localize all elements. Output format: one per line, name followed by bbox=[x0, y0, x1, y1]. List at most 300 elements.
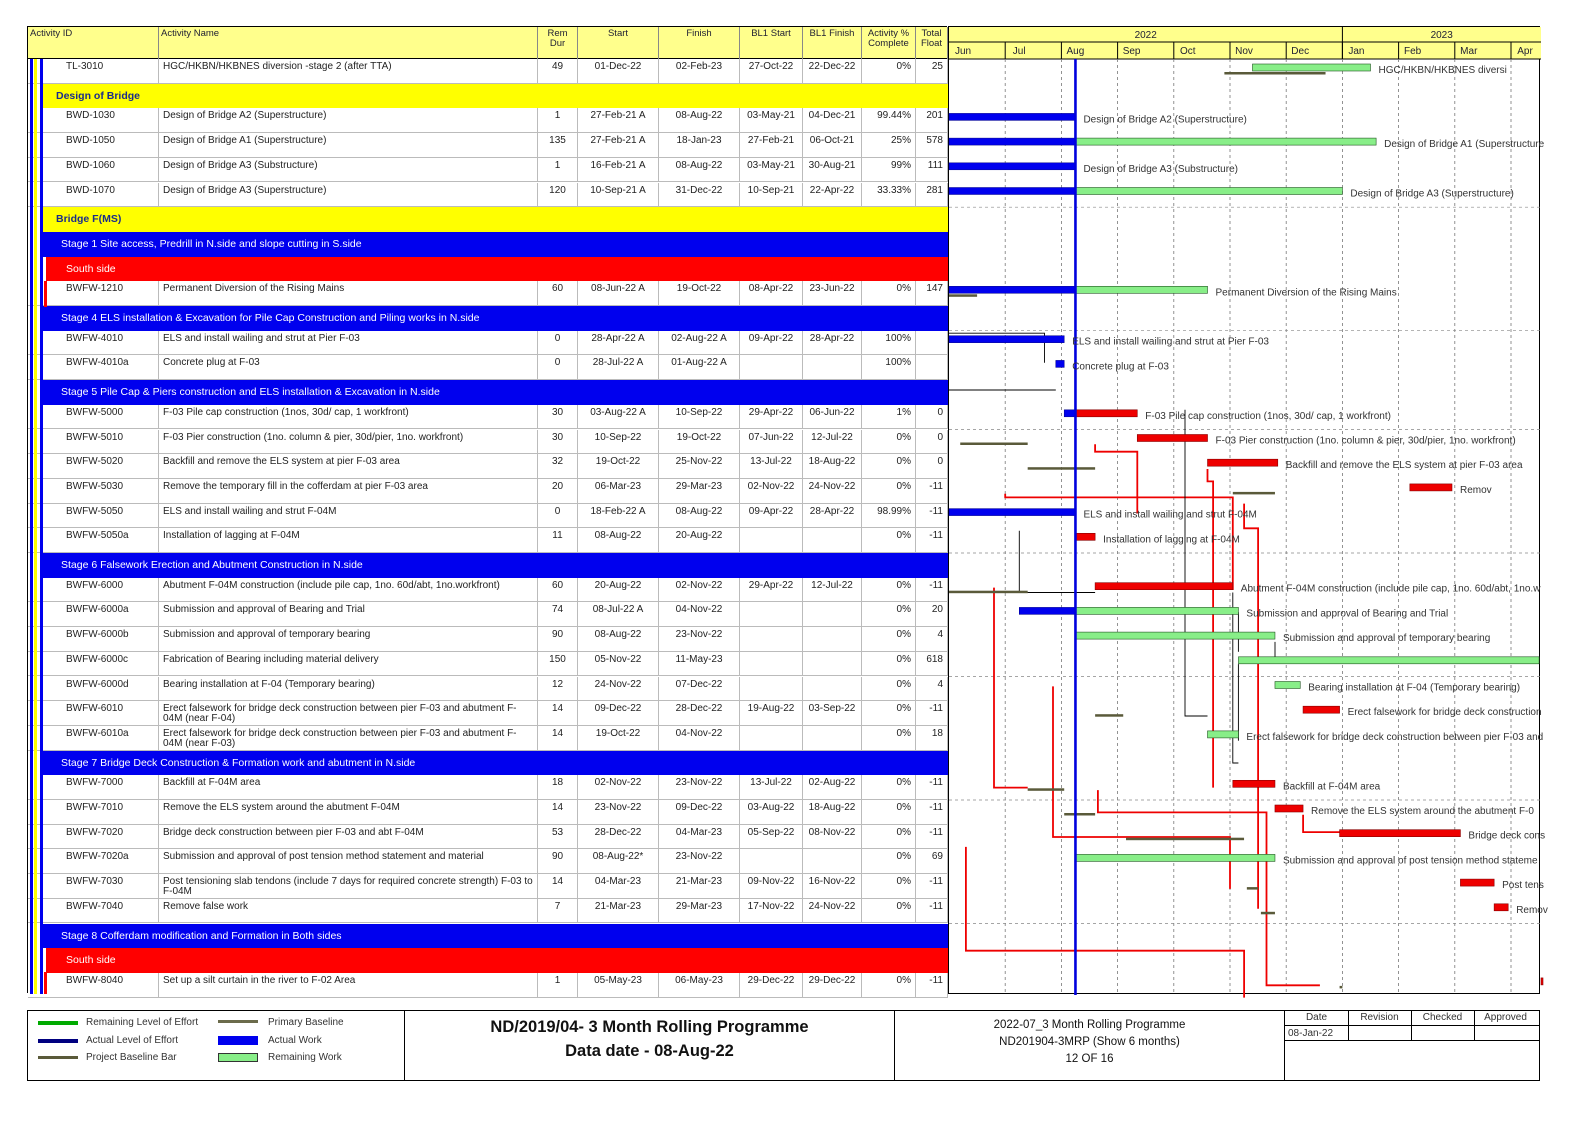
cell-name: Post tensioning slab tendons (include 7 days for required concrete strength) F-03 to F-04M bbox=[159, 874, 538, 898]
cell-finish: 19-Oct-22 bbox=[659, 281, 740, 305]
cell-name: Set up a silt curtain in the river to F-02 Area bbox=[159, 973, 538, 997]
month-label: Jun bbox=[954, 46, 972, 57]
cell-pct: 0% bbox=[862, 454, 916, 478]
programme-name: 2022-07_3 Month Rolling Programme bbox=[993, 1019, 1186, 1031]
col-pct-complete[interactable]: Activity % Complete bbox=[862, 27, 916, 59]
table-row[interactable] bbox=[28, 528, 948, 553]
cell-finish: 04-Mar-23 bbox=[659, 825, 740, 849]
cell-name: Submission and approval of temporary bearing bbox=[159, 627, 538, 651]
table-row[interactable] bbox=[28, 701, 948, 726]
bar-label: Backfill and remove the ELS system at pier F-03 area bbox=[1285, 460, 1523, 472]
cell-id: BWFW-7020 bbox=[28, 825, 159, 849]
cell-bl-finish: 28-Apr-22 bbox=[803, 504, 862, 528]
cell-rem: 30 bbox=[538, 405, 578, 429]
cell-id: BWFW-6010 bbox=[28, 701, 159, 725]
cell-bl-finish: 02-Aug-22 bbox=[803, 775, 862, 799]
cell-bl-start: 27-Feb-21 bbox=[740, 133, 803, 157]
cell-pct: 99.44% bbox=[862, 108, 916, 132]
cell-pct: 0% bbox=[862, 973, 916, 997]
cell-tf: -11 bbox=[916, 800, 948, 824]
cell-name: F-03 Pile cap construction (1nos, 30d/ cap, 1 workfront) bbox=[159, 405, 538, 429]
cell-bl-start bbox=[740, 849, 803, 873]
col-bl1-start[interactable]: BL1 Start bbox=[740, 27, 803, 59]
table-row[interactable] bbox=[28, 454, 948, 479]
layout-name: ND201904-3MRP (Show 6 months) bbox=[999, 1036, 1180, 1048]
cell-start: 16-Feb-21 A bbox=[578, 158, 659, 182]
cell-id: BWFW-7030 bbox=[28, 874, 159, 898]
bar-label: Bearing installation at F-04 (Temporary bearing) bbox=[1308, 682, 1521, 694]
table-row[interactable] bbox=[28, 430, 948, 455]
month-label: Nov bbox=[1235, 46, 1253, 57]
cell-pct: 0% bbox=[862, 578, 916, 602]
actual-work-bar bbox=[949, 286, 1075, 293]
title-block bbox=[405, 1011, 895, 1080]
cell-pct: 100% bbox=[862, 331, 916, 355]
cell-pct: 0% bbox=[862, 430, 916, 454]
cell-start: 27-Feb-21 A bbox=[578, 133, 659, 157]
table-row[interactable] bbox=[28, 849, 948, 874]
cell-bl-finish bbox=[803, 726, 862, 750]
cell-id: BWFW-6000d bbox=[28, 677, 159, 701]
data-date: Data date - 08-Aug-22 bbox=[565, 1042, 734, 1060]
remaining-work-bar bbox=[1275, 805, 1303, 812]
cell-finish: 02-Nov-22 bbox=[659, 578, 740, 602]
cell-rem: 49 bbox=[538, 59, 578, 83]
cell-finish: 11-May-23 bbox=[659, 652, 740, 676]
programme-title: ND/2019/04- 3 Month Rolling Programme bbox=[490, 1018, 809, 1036]
remaining-work-bar bbox=[1303, 706, 1340, 713]
cell-name: Design of Bridge A3 (Superstructure) bbox=[159, 183, 538, 207]
cell-tf: 201 bbox=[916, 108, 948, 132]
cell-tf: -11 bbox=[916, 479, 948, 503]
cell-finish: 28-Dec-22 bbox=[659, 701, 740, 725]
group-header[interactable]: Stage 1 Site access, Predrill in N.side and slope cutting in S.side bbox=[43, 232, 948, 257]
actual-work-bar bbox=[949, 188, 1075, 195]
cell-tf: -11 bbox=[916, 701, 948, 725]
group-header[interactable]: Bridge F(MS) bbox=[40, 207, 948, 232]
cell-pct: 0% bbox=[862, 281, 916, 305]
remaining-work-bar bbox=[1460, 879, 1494, 886]
wbs-stripe bbox=[40, 59, 43, 994]
baseline-bar bbox=[1233, 492, 1275, 495]
actual-work-bar bbox=[1019, 607, 1075, 614]
rev-header-date: Date bbox=[1305, 1012, 1328, 1023]
cell-tf: 281 bbox=[916, 183, 948, 207]
cell-name: Installation of lagging at F-04M bbox=[159, 528, 538, 552]
cell-tf: -11 bbox=[916, 528, 948, 552]
cell-bl-start: 05-Sep-22 bbox=[740, 825, 803, 849]
cell-pct: 1% bbox=[862, 405, 916, 429]
col-rem-dur[interactable]: Rem Dur bbox=[538, 27, 578, 59]
cell-pct: 0% bbox=[862, 874, 916, 898]
cell-bl-start: 13-Jul-22 bbox=[740, 454, 803, 478]
table-row[interactable] bbox=[28, 677, 948, 702]
cell-bl-start: 29-Apr-22 bbox=[740, 578, 803, 602]
cell-pct: 98.99% bbox=[862, 504, 916, 528]
table-row[interactable] bbox=[28, 825, 948, 850]
cell-rem: 1 bbox=[538, 973, 578, 997]
cell-finish: 29-Mar-23 bbox=[659, 479, 740, 503]
bar-label: Design of Bridge A3 (Substructure) bbox=[1083, 163, 1238, 175]
cell-start: 08-Jun-22 A bbox=[578, 281, 659, 305]
cell-start: 20-Aug-22 bbox=[578, 578, 659, 602]
cell-bl-start bbox=[740, 602, 803, 626]
legend-remaining-work: Remaining Work bbox=[268, 1052, 342, 1063]
relationship-line bbox=[994, 588, 1028, 788]
cell-finish: 21-Mar-23 bbox=[659, 874, 740, 898]
remaining-work-bar bbox=[1208, 731, 1239, 738]
cell-bl-finish bbox=[803, 528, 862, 552]
cell-id: BWFW-6010a bbox=[28, 726, 159, 750]
legend-swatch-remaining-work bbox=[218, 1053, 258, 1062]
wbs-stripe bbox=[34, 59, 37, 994]
month-label: Jul bbox=[1012, 46, 1026, 57]
cell-pct: 0% bbox=[862, 479, 916, 503]
rev-date: 08-Jan-22 bbox=[1288, 1028, 1334, 1039]
remaining-work-bar bbox=[1494, 904, 1508, 911]
cell-pct: 0% bbox=[862, 59, 916, 83]
table-row[interactable] bbox=[28, 973, 948, 998]
table-row[interactable] bbox=[28, 899, 948, 924]
cell-tf bbox=[916, 355, 948, 379]
cell-tf: 147 bbox=[916, 281, 948, 305]
rev-header-approved: Approved bbox=[1484, 1012, 1527, 1023]
cell-bl-finish bbox=[803, 627, 862, 651]
cell-name: Bridge deck construction between pier F-03 and abt F-04M bbox=[159, 825, 538, 849]
cell-rem: 30 bbox=[538, 430, 578, 454]
relationship-line bbox=[1244, 504, 1258, 909]
cell-name: Submission and approval of post tension method statement and material bbox=[159, 849, 538, 873]
month-label: Sep bbox=[1122, 46, 1141, 57]
bar-label: Design of Bridge A3 (Superstructure) bbox=[1350, 188, 1514, 200]
remaining-work-bar bbox=[1075, 533, 1095, 540]
bar-label: Design of Bridge A2 (Superstructure) bbox=[1083, 114, 1247, 126]
cell-id: BWFW-7020a bbox=[28, 849, 159, 873]
cell-name: ELS and install wailing and strut at Pier F-03 bbox=[159, 331, 538, 355]
cell-start: 28-Jul-22 A bbox=[578, 355, 659, 379]
cell-id: BWFW-7010 bbox=[28, 800, 159, 824]
cell-finish: 02-Aug-22 A bbox=[659, 331, 740, 355]
gantt-svg bbox=[949, 27, 1548, 995]
group-header[interactable]: Stage 6 Falsework Erection and Abutment Construction in N.side bbox=[43, 553, 948, 578]
cell-bl-finish: 24-Nov-22 bbox=[803, 899, 862, 923]
cell-start: 09-Dec-22 bbox=[578, 701, 659, 725]
table-row[interactable] bbox=[28, 578, 948, 603]
relationship-line bbox=[1185, 410, 1208, 716]
group-header[interactable]: Stage 7 Bridge Deck Construction & Formation work and abutment in N.side bbox=[43, 751, 948, 776]
cell-finish: 19-Oct-22 bbox=[659, 430, 740, 454]
cell-tf: 4 bbox=[916, 627, 948, 651]
baseline-bar bbox=[960, 443, 1027, 446]
cell-start: 08-Aug-22* bbox=[578, 849, 659, 873]
cell-bl-start: 19-Aug-22 bbox=[740, 701, 803, 725]
cell-finish: 08-Aug-22 bbox=[659, 108, 740, 132]
col-activity-name[interactable]: Activity Name bbox=[159, 27, 538, 59]
baseline-bar bbox=[949, 294, 977, 297]
rev-header-checked: Checked bbox=[1422, 1012, 1463, 1023]
actual-work-bar bbox=[949, 163, 1075, 170]
cell-name: Remove the temporary fill in the cofferdam at pier F-03 area bbox=[159, 479, 538, 503]
bar-label: Concrete plug at F-03 bbox=[1072, 361, 1169, 373]
table-row[interactable] bbox=[28, 602, 948, 627]
table-row[interactable] bbox=[28, 504, 948, 529]
cell-bl-start: 10-Sep-21 bbox=[740, 183, 803, 207]
legend-actual-work: Actual Work bbox=[268, 1035, 322, 1046]
group-header[interactable]: Design of Bridge bbox=[40, 84, 948, 109]
page-number: 12 OF 16 bbox=[1065, 1053, 1114, 1065]
cell-id: BWFW-5000 bbox=[28, 405, 159, 429]
cell-start: 21-Mar-23 bbox=[578, 899, 659, 923]
cell-name: Permanent Diversion of the Rising Mains bbox=[159, 281, 538, 305]
cell-rem: 150 bbox=[538, 652, 578, 676]
actual-work-bar bbox=[949, 336, 1064, 343]
bar-label: HGC/HKBN/HKBNES diversi bbox=[1378, 65, 1507, 76]
cell-start: 01-Dec-22 bbox=[578, 59, 659, 83]
cell-tf: 618 bbox=[916, 652, 948, 676]
col-finish[interactable]: Finish bbox=[659, 27, 740, 59]
cell-bl-finish: 18-Aug-22 bbox=[803, 800, 862, 824]
month-label: Feb bbox=[1403, 46, 1422, 57]
cell-name: Design of Bridge A3 (Substructure) bbox=[159, 158, 538, 182]
cell-tf: 0 bbox=[916, 405, 948, 429]
cell-rem: 90 bbox=[538, 627, 578, 651]
cell-rem: 11 bbox=[538, 528, 578, 552]
relationship-line bbox=[1303, 815, 1340, 832]
cell-finish: 18-Jan-23 bbox=[659, 133, 740, 157]
cell-finish: 02-Feb-23 bbox=[659, 59, 740, 83]
baseline-bar bbox=[1261, 912, 1275, 915]
cell-id: BWFW-5050 bbox=[28, 504, 159, 528]
cell-tf: 578 bbox=[916, 133, 948, 157]
bar-label: Post tens bbox=[1502, 880, 1544, 892]
cell-start: 08-Aug-22 bbox=[578, 627, 659, 651]
table-row[interactable] bbox=[28, 627, 948, 652]
cell-id: BWFW-6000b bbox=[28, 627, 159, 651]
year-label: 2023 bbox=[1430, 30, 1453, 41]
bar-label: Submission and approval of temporary bearing bbox=[1282, 633, 1491, 645]
table-row[interactable] bbox=[28, 405, 948, 430]
bar-label: Installation of lagging at F-04M bbox=[1103, 534, 1240, 546]
cell-start: 28-Apr-22 A bbox=[578, 331, 659, 355]
cell-pct: 0% bbox=[862, 899, 916, 923]
wbs-stripe bbox=[44, 281, 47, 307]
cell-rem: 14 bbox=[538, 874, 578, 898]
cell-rem: 14 bbox=[538, 800, 578, 824]
cell-pct: 25% bbox=[862, 133, 916, 157]
cell-id: BWFW-5050a bbox=[28, 528, 159, 552]
cell-finish: 29-Mar-23 bbox=[659, 899, 740, 923]
table-row[interactable] bbox=[28, 800, 948, 825]
bar-label: Backfill at F-04M area bbox=[1282, 781, 1381, 793]
cell-bl-start: 03-May-21 bbox=[740, 108, 803, 132]
cell-bl-finish: 28-Apr-22 bbox=[803, 331, 862, 355]
remaining-work-bar bbox=[1095, 583, 1233, 590]
cell-finish: 04-Nov-22 bbox=[659, 726, 740, 750]
legend-swatch-actual-loe bbox=[38, 1039, 78, 1043]
cell-pct: 0% bbox=[862, 627, 916, 651]
remaining-work-bar bbox=[1541, 978, 1543, 985]
bar-label: Submission and approval of Bearing and Trial bbox=[1246, 608, 1449, 620]
table-row[interactable] bbox=[28, 726, 948, 751]
col-total-float[interactable]: Total Float bbox=[916, 27, 948, 59]
table-row[interactable] bbox=[28, 183, 948, 208]
table-row[interactable] bbox=[28, 331, 948, 356]
cell-id: BWFW-4010 bbox=[28, 331, 159, 355]
col-start[interactable]: Start bbox=[578, 27, 659, 59]
bar-label: Remove the ELS system around the abutment F-0 bbox=[1311, 806, 1534, 817]
table-row[interactable] bbox=[28, 775, 948, 800]
bar-label: Remov bbox=[1459, 484, 1492, 496]
baseline-bar bbox=[1247, 887, 1258, 890]
gantt-chart bbox=[948, 26, 1548, 994]
cell-bl-start: 03-Aug-22 bbox=[740, 800, 803, 824]
cell-bl-start bbox=[740, 677, 803, 701]
table-row[interactable] bbox=[28, 158, 948, 183]
cell-bl-start: 07-Jun-22 bbox=[740, 430, 803, 454]
actual-work-bar bbox=[949, 509, 1075, 516]
cell-finish: 08-Aug-22 bbox=[659, 158, 740, 182]
cell-id: BWD-1050 bbox=[28, 133, 159, 157]
cell-id: BWFW-5010 bbox=[28, 430, 159, 454]
remaining-work-bar bbox=[1075, 286, 1207, 293]
remaining-work-bar bbox=[1075, 607, 1238, 614]
remaining-work-bar bbox=[1410, 484, 1452, 491]
baseline-bar bbox=[1028, 467, 1095, 470]
cell-rem: 14 bbox=[538, 701, 578, 725]
bar-label: F-03 Pile cap construction (1nos, 30d/ cap, 1 workfront) bbox=[1145, 410, 1391, 422]
cell-rem: 1 bbox=[538, 108, 578, 132]
cell-name: Backfill and remove the ELS system at pier F-03 area bbox=[159, 454, 538, 478]
group-header[interactable]: Stage 8 Cofferdam modification and Formation in Both sides bbox=[43, 924, 948, 949]
bar-label: F-03 Pier construction (1no. column & pier, 30d/pier, 1no. workfront) bbox=[1215, 435, 1516, 447]
table-row[interactable] bbox=[28, 281, 948, 306]
month-label: Aug bbox=[1066, 46, 1085, 57]
table-row[interactable] bbox=[28, 874, 948, 899]
bar-label: Permanent Diversion of the Rising Mains bbox=[1215, 287, 1397, 299]
actual-work-bar bbox=[1064, 410, 1075, 417]
remaining-work-bar bbox=[1075, 410, 1137, 417]
remaining-work-bar bbox=[1208, 459, 1278, 466]
col-activity-id[interactable]: Activity ID bbox=[28, 27, 159, 59]
cell-start: 23-Nov-22 bbox=[578, 800, 659, 824]
cell-bl-finish bbox=[803, 677, 862, 701]
cell-id: BWD-1030 bbox=[28, 108, 159, 132]
table-row[interactable] bbox=[28, 59, 948, 84]
cell-start: 19-Oct-22 bbox=[578, 726, 659, 750]
col-bl1-finish[interactable]: BL1 Finish bbox=[803, 27, 862, 59]
relationship-line bbox=[1095, 444, 1137, 513]
cell-finish: 20-Aug-22 bbox=[659, 528, 740, 552]
cell-tf: 20 bbox=[916, 602, 948, 626]
baseline-bar bbox=[1095, 714, 1123, 717]
cell-finish: 10-Sep-22 bbox=[659, 405, 740, 429]
cell-id: BWFW-8040 bbox=[28, 973, 159, 997]
cell-rem: 1 bbox=[538, 158, 578, 182]
table-row[interactable] bbox=[28, 133, 948, 158]
table-row[interactable] bbox=[28, 652, 948, 677]
cell-tf bbox=[916, 331, 948, 355]
group-header[interactable]: Stage 5 Pile Cap & Piers construction and ELS installation & Excavation in N.side bbox=[43, 380, 948, 405]
year-label: 2022 bbox=[1134, 30, 1157, 41]
cell-start: 02-Nov-22 bbox=[578, 775, 659, 799]
cell-pct: 99% bbox=[862, 158, 916, 182]
legend-remaining-loe: Remaining Level of Effort bbox=[86, 1017, 199, 1028]
table-row[interactable] bbox=[28, 479, 948, 504]
cell-start: 28-Dec-22 bbox=[578, 825, 659, 849]
cell-tf: -11 bbox=[916, 825, 948, 849]
cell-tf: 69 bbox=[916, 849, 948, 873]
legend-swatch-actual-work bbox=[218, 1036, 258, 1045]
cell-id: BWFW-7000 bbox=[28, 775, 159, 799]
wbs-stripe bbox=[44, 972, 47, 994]
table-row[interactable] bbox=[28, 355, 948, 380]
cell-bl-finish: 22-Dec-22 bbox=[803, 59, 862, 83]
cell-rem: 32 bbox=[538, 454, 578, 478]
cell-start: 08-Jul-22 A bbox=[578, 602, 659, 626]
cell-tf: 0 bbox=[916, 430, 948, 454]
cell-bl-finish: 18-Aug-22 bbox=[803, 454, 862, 478]
month-label: Mar bbox=[1460, 46, 1478, 57]
legend-swatch-remaining-loe bbox=[38, 1021, 78, 1025]
cell-rem: 60 bbox=[538, 578, 578, 602]
cell-id: BWFW-6000a bbox=[28, 602, 159, 626]
cell-rem: 74 bbox=[538, 602, 578, 626]
cell-pct: 33.33% bbox=[862, 183, 916, 207]
cell-tf: -11 bbox=[916, 973, 948, 997]
cell-bl-start: 29-Dec-22 bbox=[740, 973, 803, 997]
bar-label: Bridge deck cons bbox=[1468, 830, 1546, 842]
cell-pct: 0% bbox=[862, 726, 916, 750]
legend-primary-baseline: Primary Baseline bbox=[268, 1017, 344, 1028]
cell-rem: 135 bbox=[538, 133, 578, 157]
cell-bl-finish: 12-Jul-22 bbox=[803, 578, 862, 602]
cell-pct: 0% bbox=[862, 652, 916, 676]
cell-start: 08-Aug-22 bbox=[578, 528, 659, 552]
cell-rem: 14 bbox=[538, 726, 578, 750]
legend-project-baseline: Project Baseline Bar bbox=[86, 1052, 177, 1063]
cell-rem: 18 bbox=[538, 775, 578, 799]
group-header[interactable]: South side bbox=[46, 948, 948, 973]
month-label: Dec bbox=[1291, 46, 1310, 57]
wbs-stripe bbox=[30, 59, 33, 994]
cell-bl-finish: 03-Sep-22 bbox=[803, 701, 862, 725]
cell-bl-finish: 06-Oct-21 bbox=[803, 133, 862, 157]
cell-bl-start: 08-Apr-22 bbox=[740, 281, 803, 305]
group-header[interactable]: Stage 4 ELS installation & Excavation for Pile Cap Construction and Piling works in N.side bbox=[43, 306, 948, 331]
remaining-work-bar bbox=[1233, 780, 1275, 787]
cell-rem: 12 bbox=[538, 677, 578, 701]
bar-label: Erect falsework for bridge deck construction bbox=[1347, 707, 1542, 719]
cell-pct: 0% bbox=[862, 701, 916, 725]
cell-start: 06-Mar-23 bbox=[578, 479, 659, 503]
bar-label: Abutment F-04M construction (include pile cap, 1no. 60d/abt, 1no.w bbox=[1240, 583, 1541, 595]
group-header[interactable]: South side bbox=[46, 257, 948, 282]
rev-header-revision: Revision bbox=[1360, 1012, 1399, 1023]
cell-id: BWD-1060 bbox=[28, 158, 159, 182]
cell-tf: -11 bbox=[916, 504, 948, 528]
cell-tf: 0 bbox=[916, 454, 948, 478]
cell-id: BWFW-1210 bbox=[28, 281, 159, 305]
cell-tf: 4 bbox=[916, 677, 948, 701]
remaining-work-bar bbox=[1340, 830, 1461, 837]
cell-pct: 100% bbox=[862, 355, 916, 379]
cell-rem: 0 bbox=[538, 504, 578, 528]
cell-bl-start bbox=[740, 627, 803, 651]
cell-start: 05-May-23 bbox=[578, 973, 659, 997]
table-row[interactable] bbox=[28, 108, 948, 133]
cell-rem: 90 bbox=[538, 849, 578, 873]
cell-bl-start: 09-Apr-22 bbox=[740, 331, 803, 355]
